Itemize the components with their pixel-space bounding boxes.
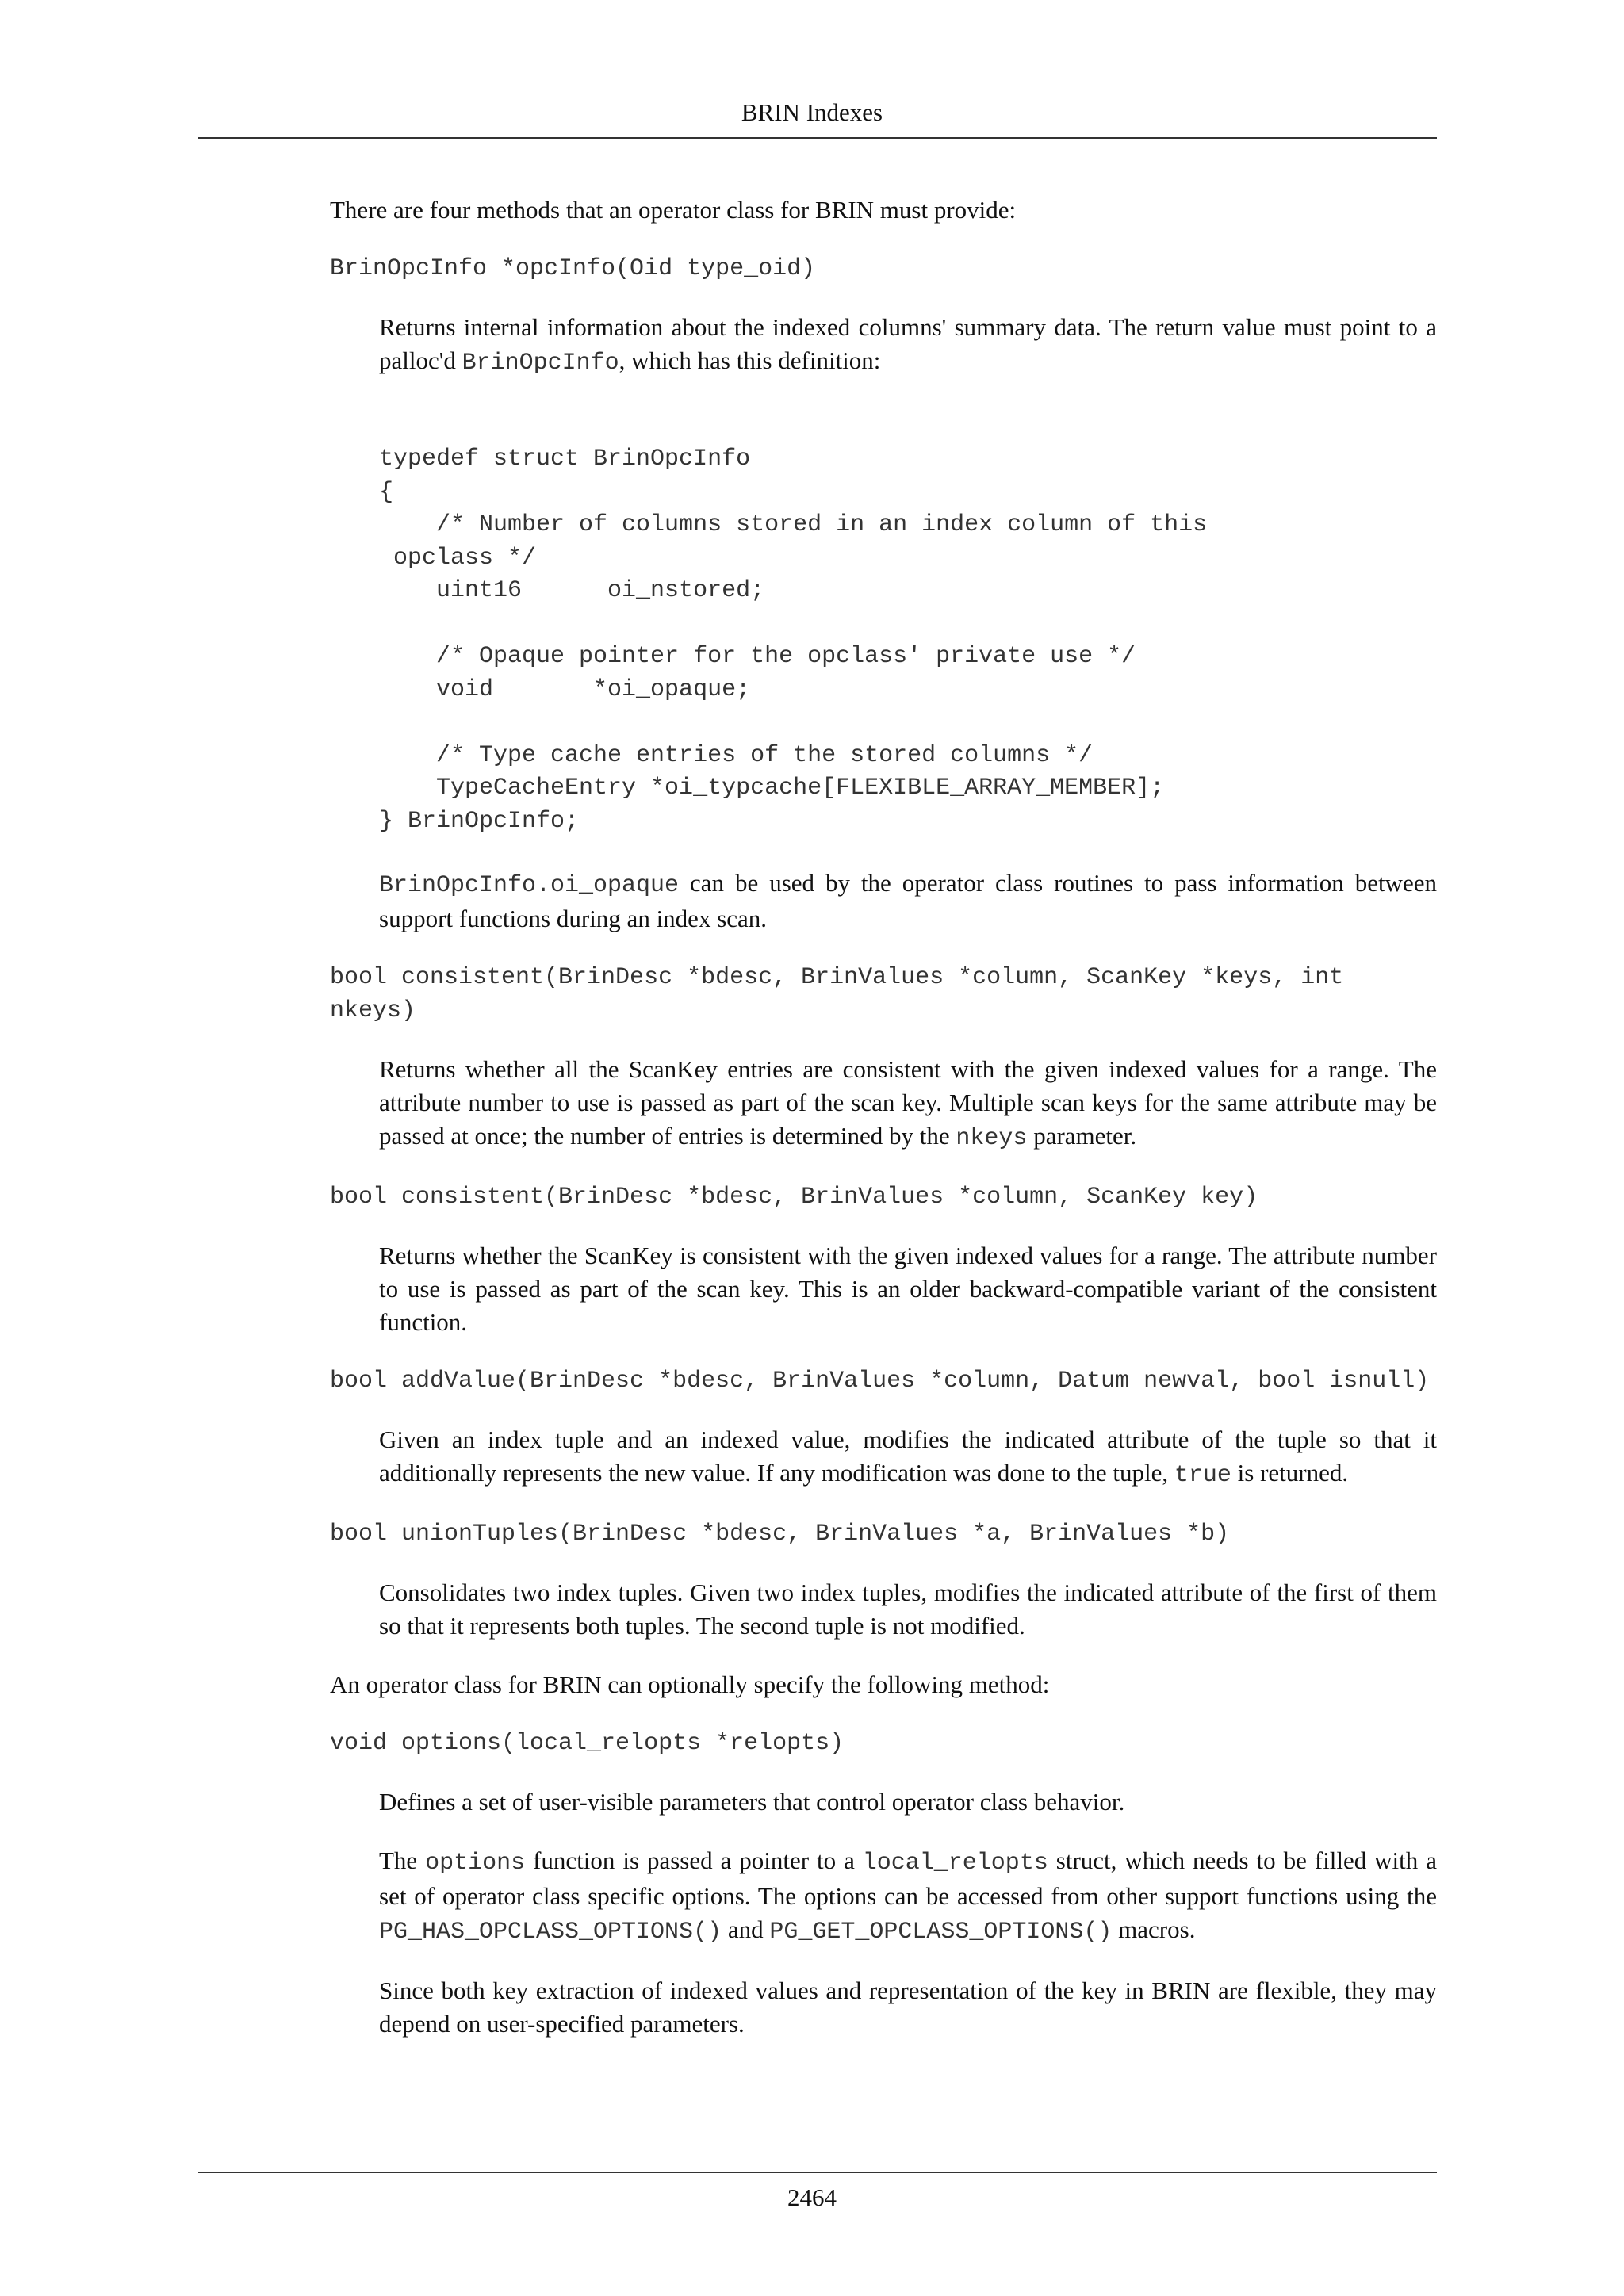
method-signature-options: void options(local_relopts *relopts): [330, 1730, 845, 1757]
method-description-uniontuples: Consolidates two index tuples. Given two index tuples, modifies the indicated attribute of the first of them so that it represents both tuples. The second tuple is not modified.: [379, 1578, 1437, 1640]
page-number: 2464: [787, 2183, 837, 2211]
options-flexibility-paragraph: Since both key extraction of indexed values and representation of the key in BRIN are flexible, they may depend on user-specified parameters.: [379, 1976, 1437, 2038]
options-detail-paragraph: The options function is passed a pointer to a local_relopts struct, which needs to be filled with a set of operator class specific options. The options can be accessed from other support functions using the PG_HAS_OPCLASS_OPTIONS() and PG_GET_OPCLASS_OPTIONS() macros.: [379, 1846, 1437, 1946]
method-description-consistent-key: Returns whether the ScanKey is consistent with the given indexed values for a range. The attribute number to use is passed as part of the scan key. This is an older backward-compatible variant of the consistent function.: [379, 1242, 1437, 1336]
method-description-opcinfo: Returns internal information about the indexed columns' summary data. The return value must point to a palloc'd BrinOpcInfo, which has this definition:: [379, 313, 1437, 377]
method-signature-opcinfo: BrinOpcInfo *opcInfo(Oid type_oid): [330, 255, 816, 282]
method-signature-consistent-key: bool consistent(BrinDesc *bdesc, BrinValues *column, ScanKey key): [330, 1184, 1258, 1211]
optional-intro-paragraph: An operator class for BRIN can optionally specify the following method:: [330, 1670, 1050, 1698]
method-signature-consistent-keys: bool consistent(BrinDesc *bdesc, BrinValues *column, ScanKey *keys, int nkeys): [330, 964, 1358, 1024]
method-description-addvalue: Given an index tuple and an indexed value, modifies the indicated attribute of the tuple so that it additionally represents the new value. If any modification was done to the tuple, true is returned.: [379, 1425, 1437, 1489]
footer-rule: [198, 2172, 1437, 2173]
method-signature-uniontuples: bool unionTuples(BrinDesc *bdesc, BrinValues *a, BrinValues *b): [330, 1521, 1230, 1548]
running-header: BRIN Indexes: [741, 98, 883, 126]
code-block-brinopcinfo: typedef struct BrinOpcInfo { /* Number of columns stored in an index column of this opclass */ uint16 oi_nstored; /* Opaque pointer for the opclass' private use */ void *oi_opaque; /* Type cache entries of the stored columns */ TypeCacheEntry *oi_typcache[FLEXIBLE_ARRAY_MEMBER]; } BrinOpcInfo;: [379, 446, 1208, 835]
intro-paragraph: There are four methods that an operator class for BRIN must provide:: [330, 196, 1017, 224]
opaque-description: BrinOpcInfo.oi_opaque can be used by the operator class routines to pass information between support functions during an index scan.: [379, 869, 1437, 932]
header-rule: [198, 137, 1437, 139]
page-content: [330, 193, 1437, 2041]
method-description-consistent-keys: Returns whether all the ScanKey entries are consistent with the given indexed values for a range. The attribute number to use is passed as part of the scan key. Multiple scan keys for the same attribute may be passed at once; the number of entries is determined by the nkeys parameter.: [379, 1055, 1437, 1152]
method-signature-addvalue: bool addValue(BrinDesc *bdesc, BrinValues *column, Datum newval, bool isnull): [330, 1368, 1430, 1395]
method-description-options: Defines a set of user-visible parameters that control operator class behavior.: [379, 1788, 1125, 1816]
